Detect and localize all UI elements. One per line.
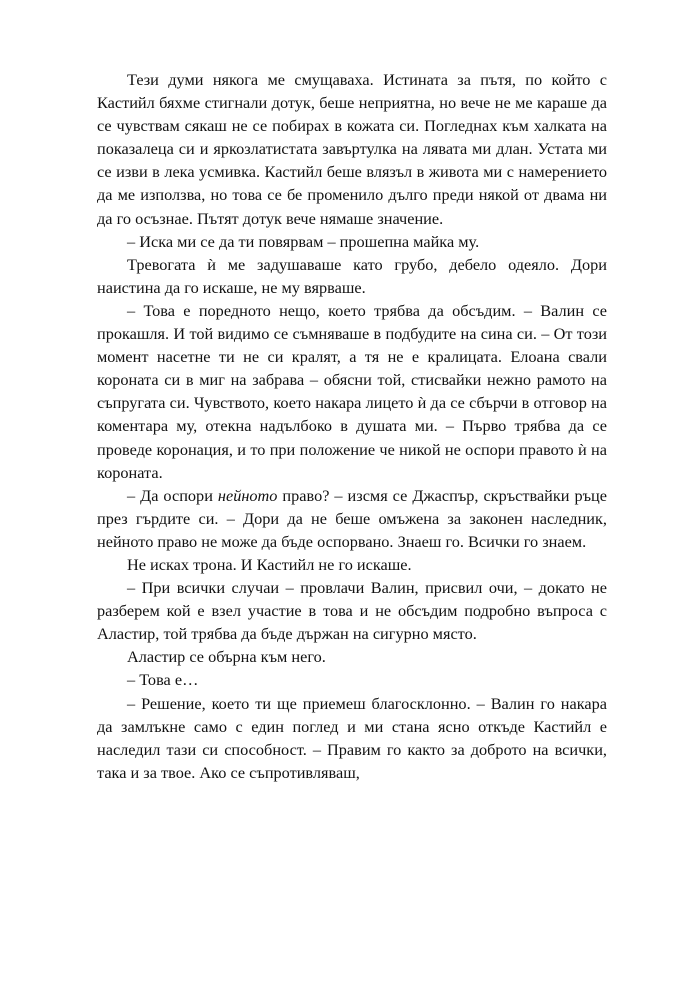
paragraph-4: – Това е поредното нещо, което трябва да обсъдим. – Валин се прокашля. И той видимо се съмняваше в подбудите на сина си. – От този момент насетне ти не си кралят, а тя не е кралицата. Елоана свали короната си в миг на забрава – обясни той, стисвайки нежно рамото на съпругата си. Чувството, което накара лицето ѝ да се сбърчи в отговор на коментара му, отекна надълбоко в душата ми. – Първо трябва да се проведе коронация, и то при положение че никой не оспори правото ѝ на короната. <box>97 300 607 482</box>
paragraph-3: Тревогата ѝ ме задушаваше като грубо, дебело одеяло. Дори наистина да го искаше, не му вярваше. <box>97 254 607 297</box>
paragraph-1: Тези думи някога ме смущаваха. Истината за пътя, по който с Кастийл бяхме стигнали дотук, беше неприятна, но вече не ме караше да се чувствам сякаш не се побирах в кожата си. Погледнах към халката на показалеца си и яркозлатистата завъртулка на лявата ми длан. Устата ми се изви в лека усмивка. Кастийл беше влязъл в живота ми с намерението да ме използва, но това се бе променило дълго преди някой от двама ни да го осъзнае. Пътят дотук вече нямаше значение. <box>97 70 607 228</box>
body-text <box>97 68 607 784</box>
emphasized-word: нейното <box>217 485 278 505</box>
paragraph-8: Аластир се обърна към него. <box>127 647 326 667</box>
paragraph-6: Не исках трона. И Кастийл не го искаше. <box>127 554 412 574</box>
paragraph-7: – При всички случаи – провлачи Валин, присвил очи, – докато не разберем кой е взел участие в това и не обсъдим подробно въпроса с Аластир, той трябва да бъде държан на сигурно място. <box>97 578 607 644</box>
paragraph-10: – Решение, което ти ще приемеш благосклонно. – Валин го накара да замлъкне само с един поглед и ми стана ясно откъде Кастийл е наследил тази си способност. – Правим го както за доброто на всички, така и за твое. Ако се съпротивляваш, <box>97 693 607 782</box>
paragraph-5-end: право? – изсмя се Джаспър, скръствайки ръце през гърдите си. – Дори да не беше омъжена за законен наследник, нейното право не може да бъде оспорвано. Знаеш го. Всички го знаем. <box>97 485 607 551</box>
paragraph-2: – Иска ми се да ти повярвам – прошепна майка му. <box>127 231 480 251</box>
paragraph-5 <box>97 484 607 553</box>
paragraph-5-start: – Да оспори <box>127 485 218 505</box>
paragraph-9: – Това е… <box>127 670 199 690</box>
